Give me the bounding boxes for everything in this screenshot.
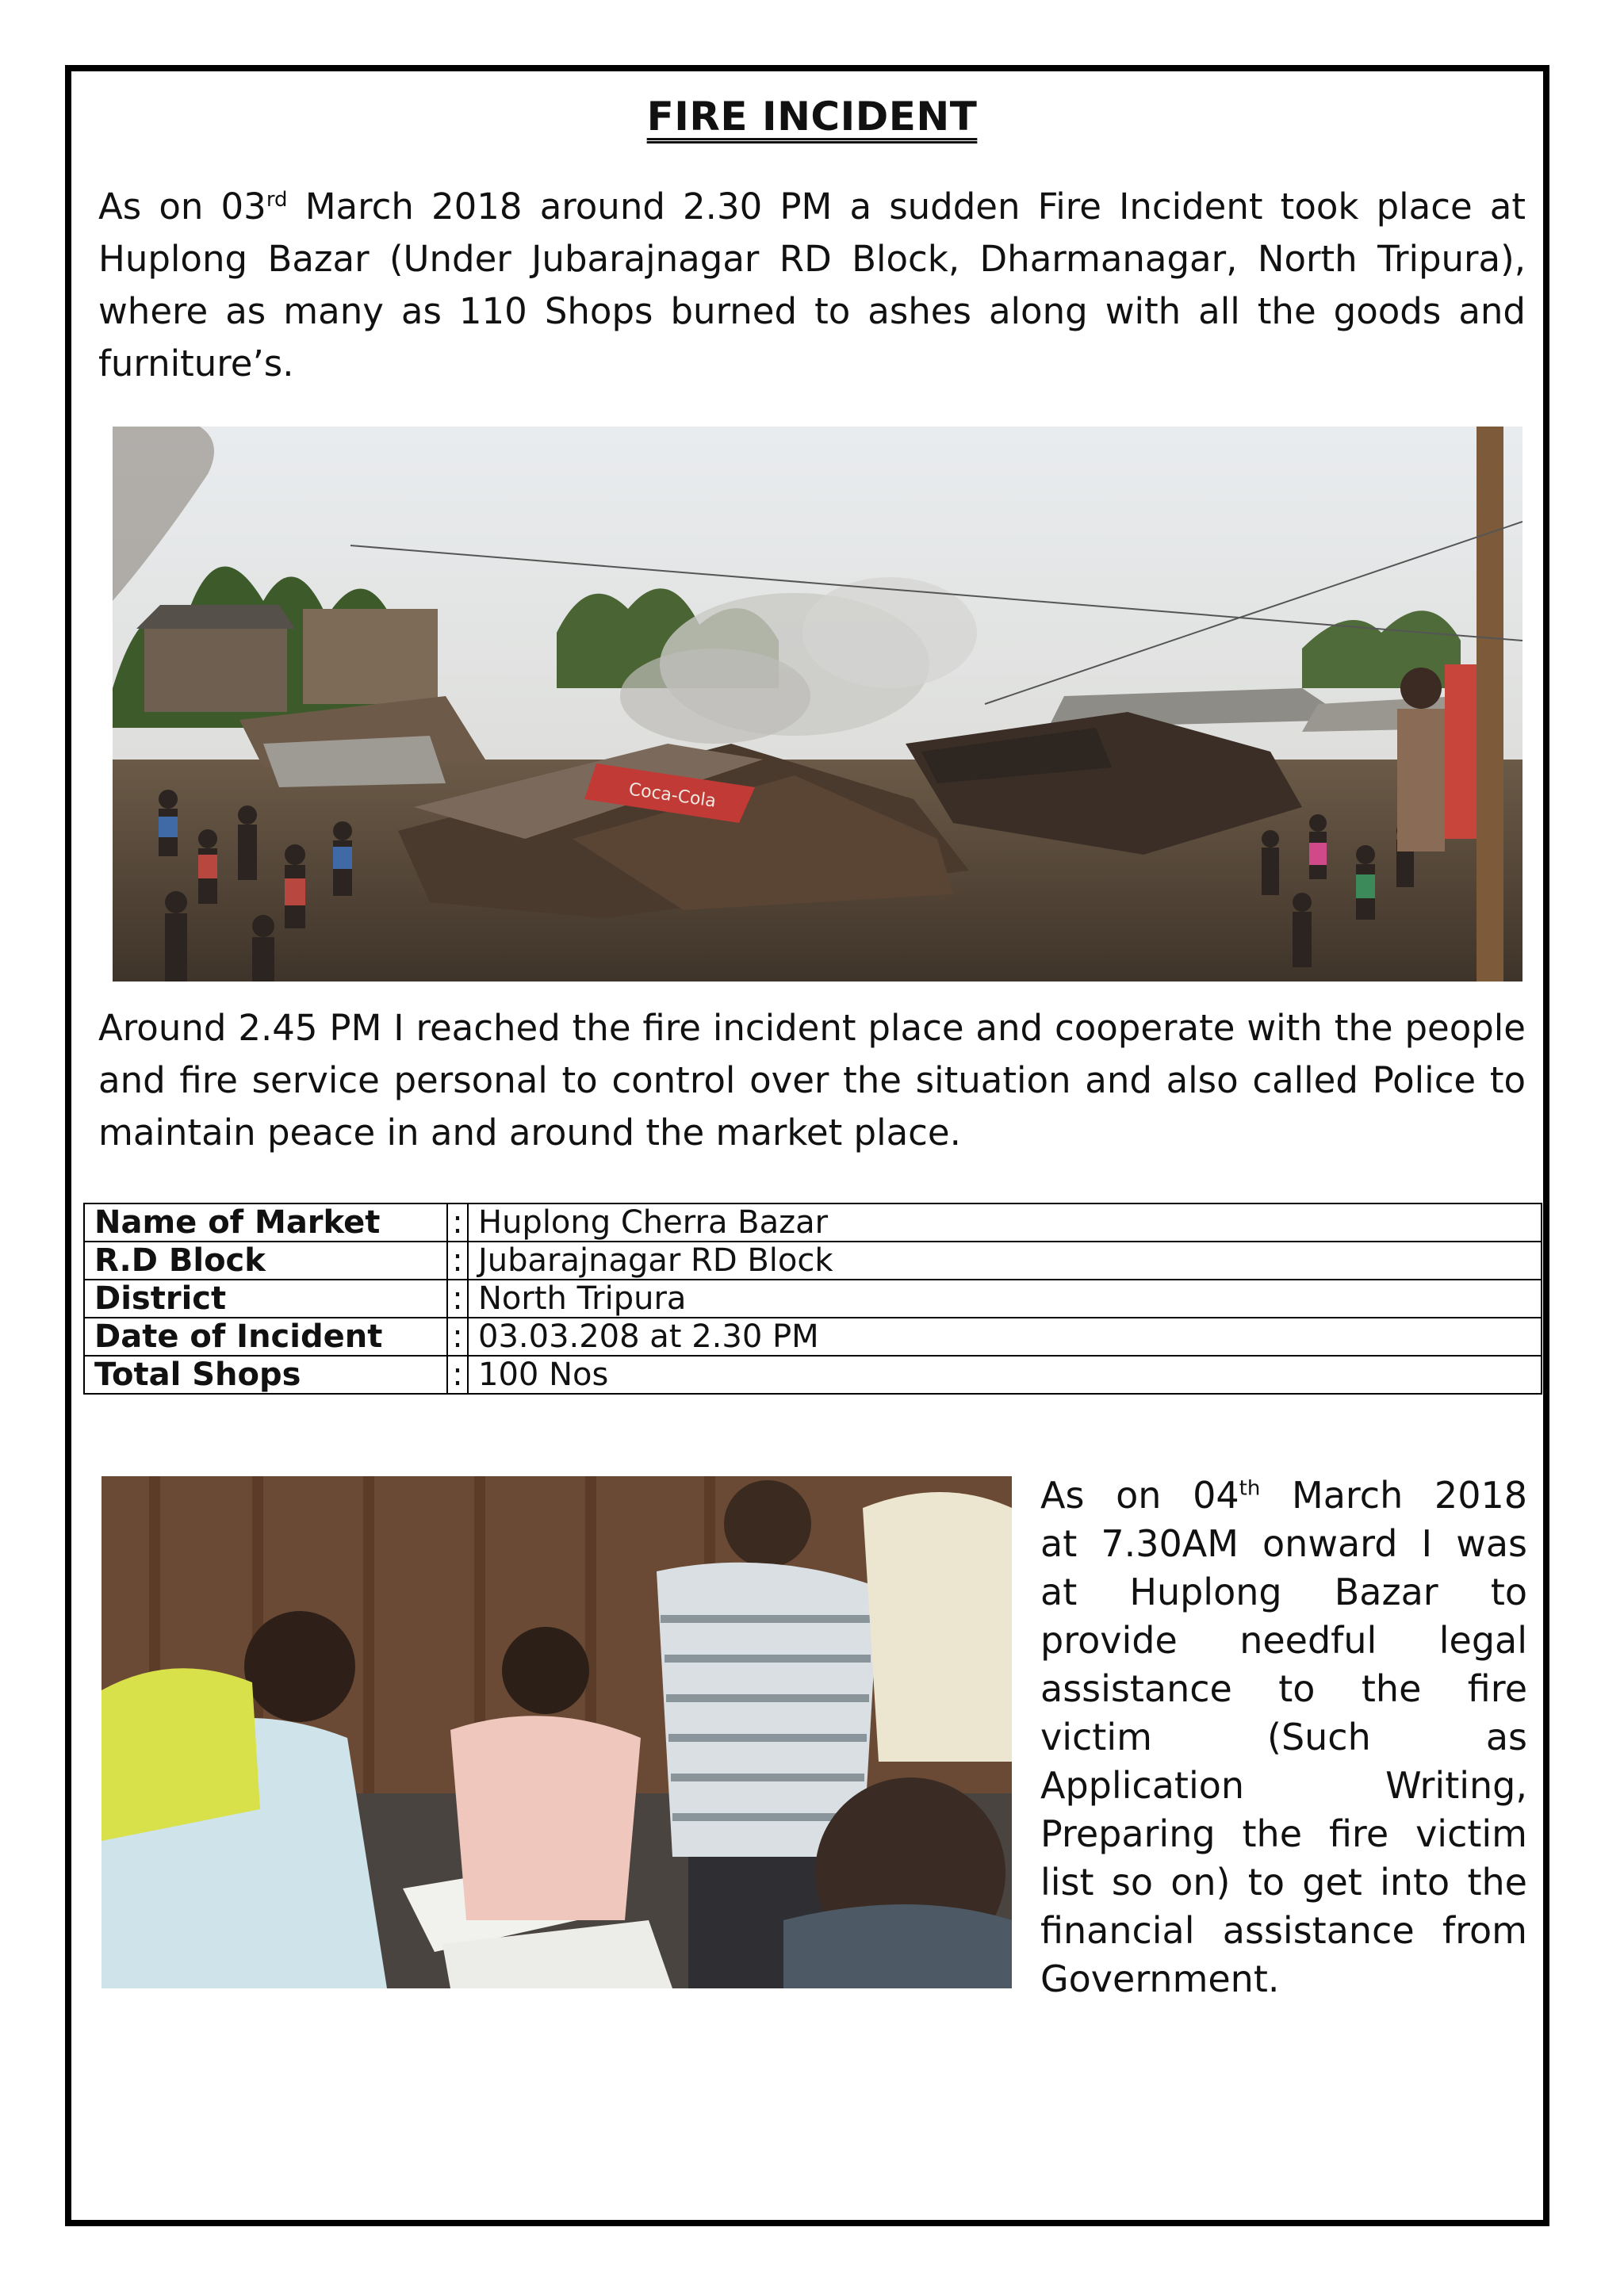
detail-value: North Tripura bbox=[468, 1280, 1542, 1318]
followup-line: at 7.30AM onward I was bbox=[1040, 1522, 1527, 1565]
followup-line: victim (Such as bbox=[1040, 1716, 1527, 1758]
response-paragraph: Around 2.45 PM I reached the fire incident place and cooperate with the people and fire service personal to control over the situation and also called Police to maintain peace in and around the market place. bbox=[98, 1007, 1526, 1154]
detail-value: Huplong Cherra Bazar bbox=[468, 1203, 1542, 1242]
legal-assistance-photo bbox=[102, 1476, 1012, 1988]
followup-line: provide needful legal bbox=[1040, 1619, 1527, 1662]
detail-separator: : bbox=[447, 1280, 468, 1318]
followup-line: financial assistance from bbox=[1040, 1909, 1527, 1952]
table-row bbox=[84, 1203, 1542, 1242]
followup-line: at Huplong Bazar to bbox=[1040, 1571, 1527, 1613]
detail-label: Total Shops bbox=[84, 1356, 447, 1394]
detail-separator: : bbox=[447, 1356, 468, 1394]
table-row bbox=[84, 1318, 1542, 1356]
followup-paragraph bbox=[1040, 1471, 1527, 2003]
fire-scene-photo bbox=[113, 427, 1522, 982]
followup-line: list so on) to get into the bbox=[1040, 1861, 1527, 1904]
followup-line: assistance to the fire bbox=[1040, 1667, 1527, 1710]
followup-line: Government. bbox=[1040, 1957, 1280, 2000]
detail-separator: : bbox=[447, 1203, 468, 1242]
table-row bbox=[84, 1356, 1542, 1394]
detail-value: Jubarajnagar RD Block bbox=[468, 1242, 1542, 1280]
table-row bbox=[84, 1242, 1542, 1280]
detail-label: Date of Incident bbox=[84, 1318, 447, 1356]
intro-paragraph: As on 03rd March 2018 around 2.30 PM a sudden Fire Incident took place at Huplong Bazar (Under Jubarajnagar RD Block, Dharmanagar, North Tripura), where as many as 110 Shops burned to ashes along with all the goods and furniture’s. bbox=[98, 186, 1526, 385]
detail-label: District bbox=[84, 1280, 447, 1318]
incident-details-table bbox=[83, 1203, 1542, 1395]
followup-line: Application Writing, bbox=[1040, 1764, 1527, 1807]
detail-value: 03.03.208 at 2.30 PM bbox=[468, 1318, 1542, 1356]
detail-separator: : bbox=[447, 1318, 468, 1356]
detail-label: R.D Block bbox=[84, 1242, 447, 1280]
followup-line: As on 04th March 2018 bbox=[1040, 1474, 1527, 1517]
detail-label: Name of Market bbox=[84, 1203, 447, 1242]
page-title: FIRE INCIDENT bbox=[646, 94, 978, 140]
detail-separator: : bbox=[447, 1242, 468, 1280]
followup-line: Preparing the fire victim bbox=[1040, 1812, 1527, 1855]
detail-value: 100 Nos bbox=[468, 1356, 1542, 1394]
table-row bbox=[84, 1280, 1542, 1318]
coca-cola-sign-text: Coca-Cola bbox=[627, 779, 718, 812]
